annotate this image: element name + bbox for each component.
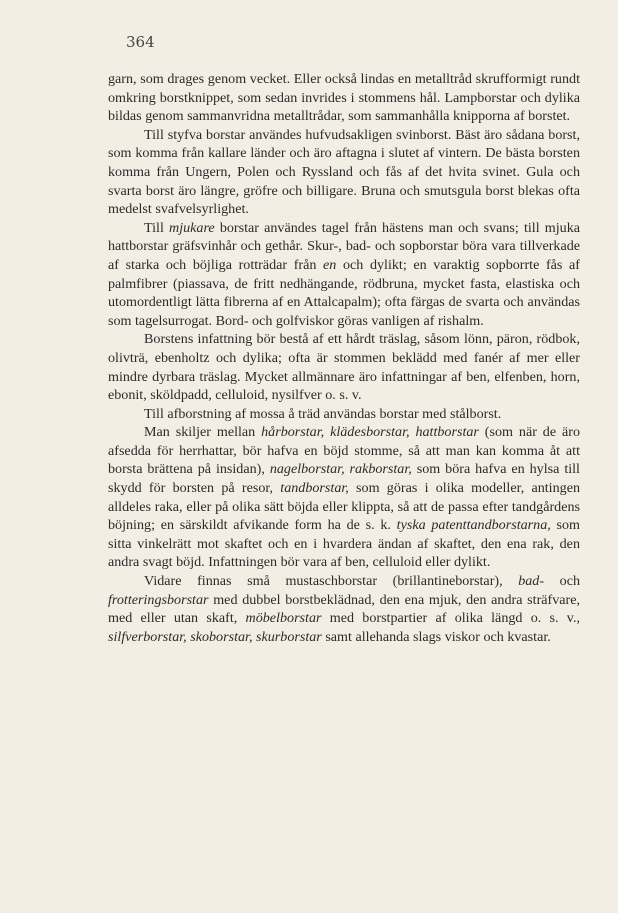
paragraph (108, 70, 580, 126)
italic-term: mjukare (169, 219, 215, 236)
italic-term: hårborstar, klädesborstar, hattborstar (261, 424, 479, 441)
text-run: Borstens infattning bör bestå af ett hårdt träslag, såsom lönn, päron, rödbok, olivträ, ebenholtz och dylika; ofta är stommen beklädd med fanér af mer eller mindre dyrbara träslag. Mycket allmännare äro infattningar af ben, elfenben, horn, ebonit, sköldpadd, celluloid, nysilfver o. s. v. (108, 331, 580, 404)
italic-term: frotteringsborstar (108, 591, 209, 608)
text-run: som göras i olika modeller, antingen alldeles raka, eller på olika sätt böjda eller klippta, så att de passa efter tandgårdens böjning; en särskildt afvikande form ha de s. k. (108, 480, 580, 534)
paragraph (108, 330, 580, 404)
text-run: Till afborstning af mossa å träd användas borstar med stålborst. (144, 405, 502, 422)
italic-term: tyska patenttandborstarna, (396, 517, 551, 534)
body-text (108, 70, 580, 646)
italic-term: en (323, 256, 337, 273)
text-run: med dubbel borstbeklädnad, den ena mjuk, den andra sträfvare, med eller utan skaft, (108, 591, 580, 627)
text-run: som böra hafva en hylsa till skydd för borsten på resor, (108, 461, 580, 497)
paragraph (108, 219, 580, 331)
text-run: Man skiljer mellan (144, 424, 262, 441)
paragraph (108, 572, 580, 646)
italic-term: silfverborstar, skoborstar, skurborstar (108, 628, 322, 645)
italic-term: tandborstar, (280, 480, 349, 497)
text-run: (som när de äro afsedda för herrhattar, bör hafva en böjd stomme, så att man kan komma åt att borsta brättena på insidan), (108, 424, 581, 478)
paragraph (108, 423, 580, 572)
text-run: samt allehanda slags viskor och kvastar. (321, 628, 551, 645)
text-run: garn, som drages genom vecket. Eller också lindas en metalltråd skrufformigt rundt omkring borstknippet, som sedan invrides i stommens hål. Lampborstar och dylika bildas genom sammanvridna metalltrådar, som sammanhålla knipporna af borstet. (108, 71, 580, 125)
text-run: Till styfva borstar användes hufvudsakligen svinborst. Bäst äro sådana borst, som komma från kallare länder och äro aftagna i slutet af vintern. De bästa borsten komma från Ungern, Polen och Ryssland och fås af det hvita svinet. Gula och svarta borst äro längre, gröfre och billigare. Bruna och smutsgula borst blekas ofta medelst svafvelsyrlighet. (108, 126, 580, 218)
text-run: borstar användes tagel från hästens man och svans; till mjuka hattborstar gräfsvinhår och gethår. Skur-, bad- och sopborstar böra vara tillverkade af starka och böjliga rotträdar från (108, 219, 580, 273)
text-run: och dylikt; en varaktig sopborrte fås af palmfibrer (piassava, de fritt nedhängande, rödbruna, mycket fasta, elastiska och utomordentligt lätta fibrerna af en Attalcapalm); ofta färgas de svarta och användas som tagelsurrogat. Bord- och golfviskor göras vanligen af rishalm. (108, 256, 580, 329)
italic-term: möbelborstar (245, 610, 322, 627)
text-run: som sitta vinkelrätt mot skaftet och en i hvardera ändan af skaftet, den ena rak, den andra svagt böjd. Infattningen bör vara af ben, celluloid eller dylikt. (108, 517, 580, 571)
text-run: Vidare finnas små mustaschborstar (brillantineborstar), (144, 573, 519, 590)
text-run: Till (144, 219, 170, 236)
paragraph (108, 405, 580, 424)
text-run: med borstpartier af olika längd o. s. v., (321, 610, 580, 627)
paragraph (108, 126, 580, 219)
text-run: och (544, 573, 580, 590)
page-number: 364 (126, 33, 155, 51)
italic-term: nagelborstar, rakborstar, (269, 461, 412, 478)
italic-term: bad- (518, 573, 545, 590)
